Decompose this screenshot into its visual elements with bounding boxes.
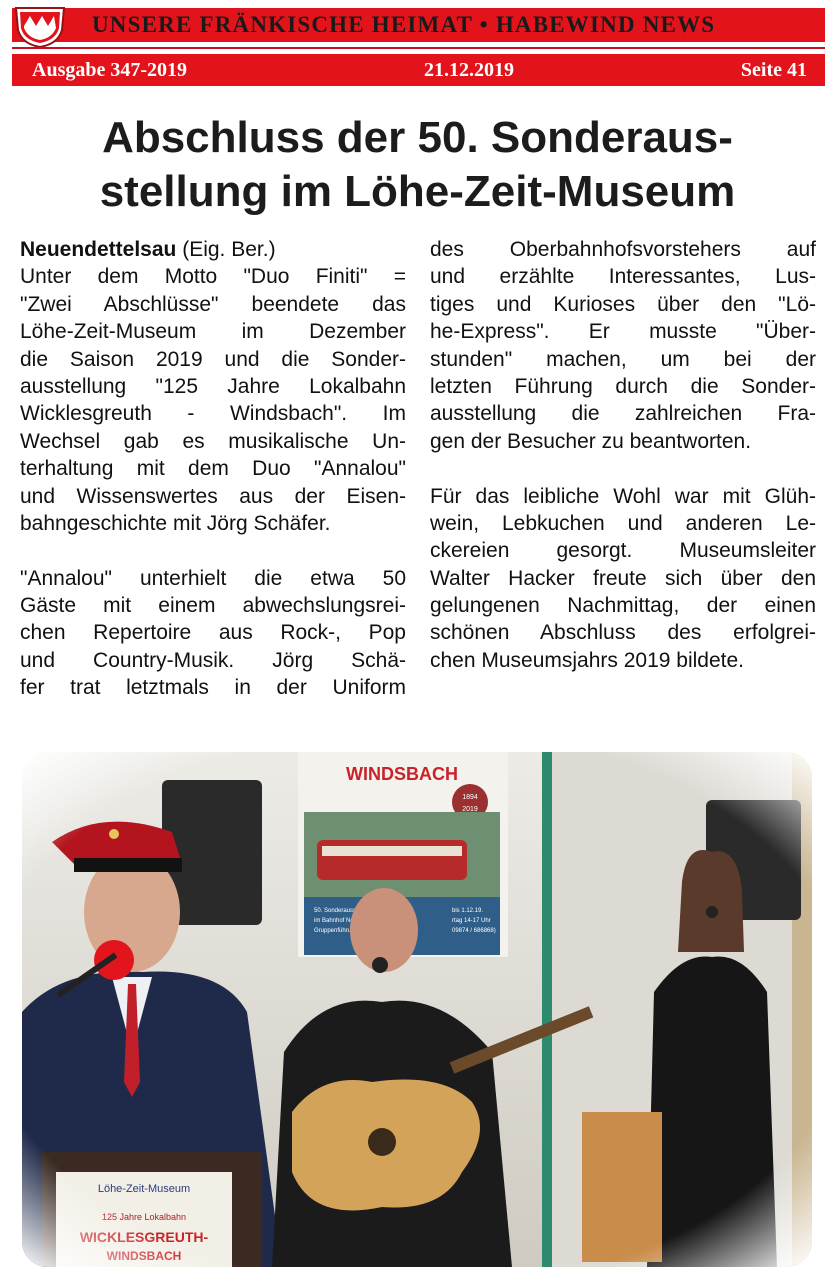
text-line: die Saison 2019 und die Sonder- bbox=[20, 347, 406, 371]
text-line: Löhe-Zeit-Museum im Dezember bbox=[20, 320, 406, 344]
text-line: ausstellung "125 Jahre Lokalbahn bbox=[20, 374, 406, 398]
article-column-1 bbox=[20, 236, 406, 702]
text-line: terhaltung mit dem Duo "Annalou" bbox=[20, 457, 406, 481]
text-line: fer trat letztmals in der Uniform bbox=[20, 676, 406, 700]
text-line: Wechsel gab es musikalische Un- bbox=[20, 429, 406, 453]
text-line: und erzählte Interessantes, Lus- bbox=[430, 265, 816, 289]
text-line: "Zwei Abschlüsse" beendete das bbox=[20, 292, 406, 316]
text-line: stunden" machen, um bei der bbox=[430, 347, 816, 371]
text-line: "Annalou" unterhielt die etwa 50 bbox=[20, 566, 406, 590]
headline-line-1: Abschluss der 50. Sonderaus- bbox=[102, 113, 733, 162]
text-line: letzten Führung durch die Sonder- bbox=[430, 374, 816, 398]
masthead bbox=[12, 8, 825, 42]
text-line: he-Express". Er musste "Über- bbox=[430, 320, 816, 344]
divider bbox=[12, 47, 825, 49]
text-line: ckereien gesorgt. Museumsleiter bbox=[430, 539, 816, 563]
text-line: Gäste mit einem abwechslungsrei- bbox=[20, 594, 406, 618]
text-line: gelungenen Nachmittag, der einen bbox=[430, 594, 816, 618]
issue-bar bbox=[12, 54, 825, 86]
text-line: wein, Lebkuchen und anderen Le- bbox=[430, 511, 816, 535]
text-line: schönen Abschluss des erfolgrei- bbox=[430, 621, 816, 645]
text-line: des Oberbahnhofsvorstehers auf bbox=[430, 238, 816, 261]
paragraph-gap bbox=[430, 455, 816, 482]
page-number: Seite 41 bbox=[740, 59, 807, 81]
text-line: Für das leibliche Wohl war mit Glüh- bbox=[430, 484, 816, 508]
issue-number: Ausgabe 347-2019 bbox=[32, 59, 188, 81]
paragraph-gap bbox=[20, 537, 406, 564]
coat-of-arms-icon bbox=[12, 4, 68, 48]
text-line: ausstellung die zahlreichen Fra- bbox=[430, 402, 816, 426]
issue-date: 21.12.2019 bbox=[424, 59, 514, 81]
dateline bbox=[20, 236, 406, 263]
text-line: bahngeschichte mit Jörg Schäfer. bbox=[20, 511, 331, 535]
text-line: Wicklesgreuth - Windsbach". Im bbox=[20, 402, 406, 426]
headline-line-2: stellung im Löhe-Zeit-Museum bbox=[99, 167, 736, 216]
text-line: chen Museumsjahrs 2019 bildete. bbox=[430, 648, 745, 672]
text-line: tiges und Kurioses über den "Lö- bbox=[430, 292, 816, 316]
event-photo bbox=[22, 752, 812, 1267]
text-line: chen Repertoire aus Rock-, Pop bbox=[20, 621, 406, 645]
text-line: Walter Hacker freute sich über den bbox=[430, 566, 816, 590]
text-line: gen der Besucher zu beantworten. bbox=[430, 429, 752, 453]
dateline-place: Neuendettelsau bbox=[20, 238, 177, 261]
dateline-source: (Eig. Ber.) bbox=[176, 238, 276, 261]
text-line: und Country-Musik. Jörg Schä- bbox=[20, 648, 406, 672]
article-column-2 bbox=[430, 236, 816, 674]
text-line: und Wissenswertes aus der Eisen- bbox=[20, 484, 406, 508]
newspaper-title: UNSERE FRÄNKISCHE HEIMAT • HABEWIND NEWS bbox=[92, 12, 716, 37]
text-line: Unter dem Motto "Duo Finiti" = bbox=[20, 265, 406, 289]
